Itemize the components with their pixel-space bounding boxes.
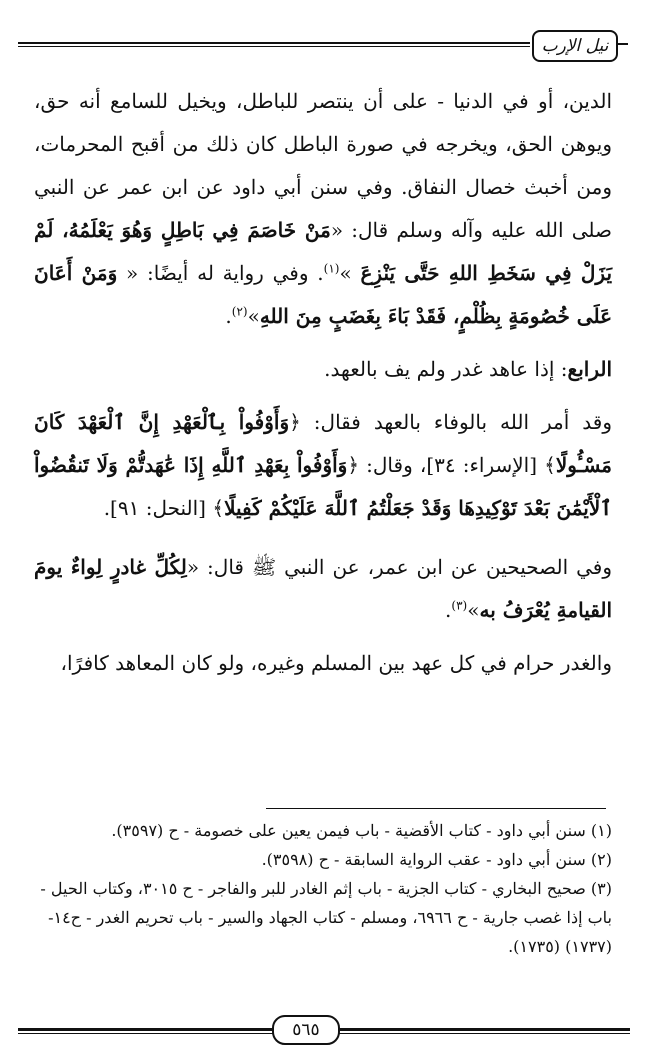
text: » [339,261,361,285]
text: » [247,304,260,328]
paragraph-3 [34,401,612,530]
paragraph-5 [34,642,612,685]
footnote-ref-1[interactable]: (١) [323,261,340,276]
text: الدين، أو في الدنيا - على أن ينتصر للباطل، ويخيل للسامع أنه حق، ويوهن الحق، ويخرجه في صورة الباطل كان ذلك من أقبح المحرمات، ومن أخبث خصال النفاق. وفي سنن أبي داود عن ابن عمر عن النبي صلى الله عليه وآله وسلم قال: « [34,89,613,242]
text: . وفي رواية له أيضًا: « [117,261,324,285]
paragraph-1 [34,80,612,338]
hadith-quote: وَمَنْ أَعَانَ عَلَى خُصُومَةٍ بِظُلْمٍ، فَقَدْ بَاءَ بِغَضَبٍ مِنَ اللهِ [34,261,612,328]
text: . [445,598,452,622]
running-header-title: نيل الإرب [532,30,618,62]
page-number: ٥٦٥ [272,1015,340,1045]
hadith-quote: لِكُلِّ غادرٍ لِواءٌ يومَ القيامةِ يُعْرَفُ به [34,555,612,622]
footnote-3: (٣) صحيح البخاري - كتاب الجزية - باب إثم الغادر للبر والفاجر - ح ٣٠١٥، وكتاب الحيل - باب إذا غصب جارية - ح ٦٩٦٦، ومسلم - كتاب الجهاد والسير - باب تحريم الغدر - ح١٤-(١٧٣٧) (١٧٣٥). [40,879,612,956]
text: وفي الصحيحين عن ابن عمر، عن النبي ﷺ قال: « [186,555,612,579]
footnote-ref-3[interactable]: (٣) [451,598,468,613]
header-rule-thin [18,46,530,47]
footnotes [34,816,612,961]
footnote-ref-2[interactable]: (٢) [231,304,248,319]
main-text [34,80,612,685]
quran-bracket-close: ﴾ [212,496,225,520]
footnote-1: (١) سنن أبي داود - كتاب الأقضية - باب فيمن يعين على خصومة - ح (٣٥٩٧). [111,821,612,840]
text: [النحل: ٩١]. [103,496,213,520]
paragraph-2 [34,348,612,391]
text: [الإسراء: ٣٤]، وقال: [359,453,545,477]
footnote-2: (٢) سنن أبي داود - عقب الرواية السابقة - ح (٣٥٩٨). [261,850,612,869]
paragraph-4 [34,546,612,632]
text: والغدر حرام في كل عهد بين المسلم وغيره، ولو كان المعاهد كافرًا، [60,651,612,675]
quran-bracket-open: ﴿ [347,453,360,477]
text: وقد أمر الله بالوفاء بالعهد فقال: [300,410,612,434]
quran-bracket-close: ﴾ [544,453,556,477]
footnote-separator [266,808,606,809]
header-tick [618,43,628,45]
quran-verse: وَأَوْفُواْ بِعَهْدِ ٱللَّهِ إِذَا عَٰهَدتُّمْ وَلَا تَنقُضُواْ ٱلْأَيْمَٰنَ بَعْدَ تَوْكِيدِهَا وَقَدْ جَعَلْتُمُ ٱللَّهَ عَلَيْكُمْ كَفِيلًا [34,453,612,520]
header-rule [18,42,530,44]
text: . [225,304,232,328]
text: » [467,598,480,622]
section-label: الرابع [567,357,612,381]
text: : إذا عاهد غدر ولم يف بالعهد. [324,357,568,381]
quran-bracket-open: ﴿ [289,410,301,434]
hadith-quote: مَنْ خَاصَمَ فِي بَاطِلٍ وَهُوَ يَعْلَمُهُ، لَمْ يَزَلْ فِي سَخَطِ اللهِ حَتَّى يَنْزِعَ [34,218,613,285]
quran-verse: وَأَوْفُواْ بِٱلْعَهْدِ إِنَّ ٱلْعَهْدَ كَانَ مَسْـُٔولًا [34,410,612,477]
